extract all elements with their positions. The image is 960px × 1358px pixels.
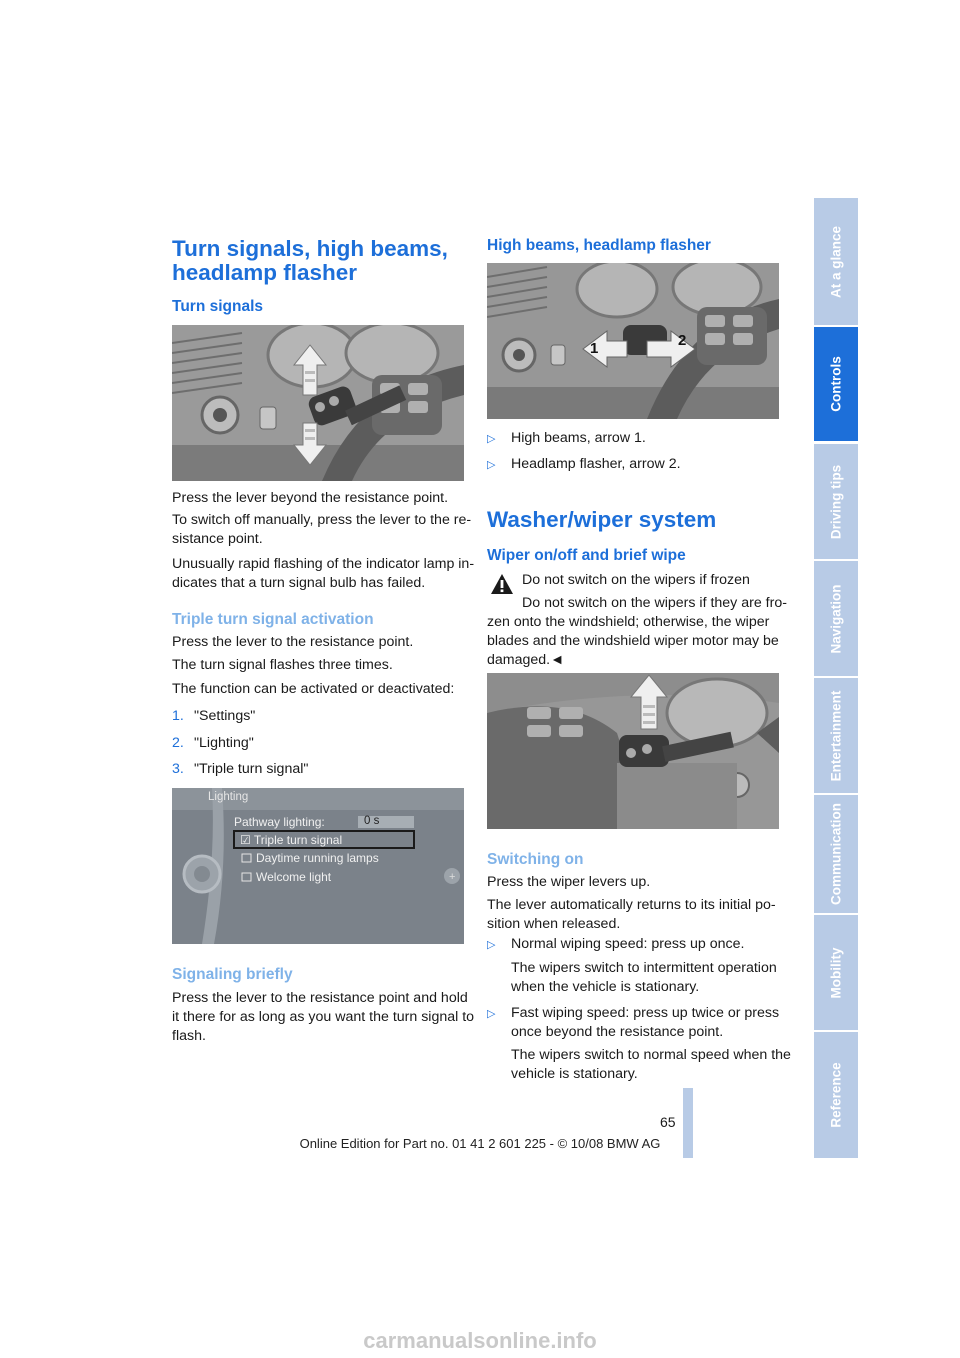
paragraph: Press the lever to the resistance point. (172, 634, 414, 650)
bullet-triangle-icon: ▷ (487, 939, 496, 951)
side-tab-reference[interactable]: Reference (814, 1032, 858, 1158)
paragraph: sition when released. (487, 916, 621, 932)
bullet-triangle-icon: ▷ (487, 433, 496, 445)
list-item-sub: The wipers switch to normal speed when the (511, 1047, 791, 1063)
warning-text: blades and the windshield wiper motor may be (487, 633, 779, 649)
section-title-line1: Turn signals, high beams, (172, 236, 448, 261)
screen-item-welcome-light: Welcome light (256, 870, 332, 884)
side-tab-at-a-glance[interactable]: At a glance (814, 198, 858, 325)
bullet-triangle-icon: ▷ (487, 1008, 496, 1020)
side-tab-navigation[interactable]: Navigation (814, 561, 858, 676)
paragraph: The lever automatically returns to its initial po- (487, 897, 776, 913)
bullet-triangle-icon: ▷ (487, 459, 496, 471)
svg-text:+: + (449, 871, 456, 883)
section-title-line2: headlamp flasher (172, 260, 358, 285)
paragraph: sistance point. (172, 531, 263, 547)
paragraph: Press the lever to the resistance point and hold (172, 990, 468, 1006)
list-item-sub: The wipers switch to intermittent operation (511, 960, 777, 976)
page-number: 65 (660, 1114, 676, 1130)
high-beams-heading: High beams, headlamp flasher (487, 237, 711, 254)
paragraph: To switch off manually, press the lever to the re- (172, 512, 472, 528)
paragraph: dicates that a turn signal bulb has failed. (172, 575, 426, 591)
list-item-sub: vehicle is stationary. (511, 1066, 638, 1082)
switching-on-heading: Switching on (487, 851, 584, 868)
footer-text: Online Edition for Part no. 01 41 2 601 225 - © 10/08 BMW AG (299, 1136, 661, 1151)
pathway-lighting-value: 0 s (364, 815, 380, 827)
side-tab-controls[interactable]: Controls (814, 327, 858, 441)
step-item: 3. "Triple turn signal" (172, 761, 309, 777)
list-item: ▷ Normal wiping speed: press up once. (487, 935, 744, 955)
step-item: 1. "Settings" (172, 708, 256, 724)
list-item-sub: when the vehicle is stationary. (511, 979, 700, 995)
turn-signals-heading: Turn signals (172, 298, 264, 315)
paragraph: flash. (172, 1028, 206, 1044)
triple-turn-signal-heading: Triple turn signal activation (172, 611, 374, 628)
pathway-lighting-label: Pathway lighting: (234, 815, 325, 829)
arrow-label-1: 1 (590, 340, 599, 357)
turn-signal-lever-photo (172, 325, 464, 481)
warning-text: Do not switch on the wipers if they are fro- (522, 595, 787, 611)
side-tab-entertainment[interactable]: Entertainment (814, 678, 858, 793)
warning-text: zen onto the windshield; otherwise, the wiper (487, 614, 770, 630)
wiper-heading: Wiper on/off and brief wipe (487, 547, 686, 564)
idrive-lighting-screen (172, 788, 464, 944)
list-item-cont: once beyond the resistance point. (511, 1024, 724, 1040)
list-item: ▷ High beams, arrow 1. (487, 429, 646, 449)
wiper-lever-photo (487, 673, 779, 829)
paragraph: Press the lever beyond the resistance point. (172, 490, 449, 506)
screen-item-daytime-running-lamps: Daytime running lamps (256, 851, 379, 865)
paragraph: Unusually rapid flashing of the indicator lamp in- (172, 556, 475, 572)
paragraph: Press the wiper levers up. (487, 874, 651, 890)
list-item: ▷ Headlamp flasher, arrow 2. (487, 455, 681, 475)
arrow-label-2: 2 (678, 332, 687, 349)
step-item: 2. "Lighting" (172, 735, 254, 751)
paragraph: it there for as long as you want the turn signal to (172, 1009, 475, 1025)
list-item: ▷ Fast wiping speed: press up twice or press (487, 1004, 779, 1024)
high-beams-lever-photo (487, 263, 779, 419)
screen-menu-title: Lighting (208, 791, 249, 803)
side-tab-driving-tips[interactable]: Driving tips (814, 444, 858, 559)
warning-text: damaged.◄ (487, 652, 565, 668)
screen-item-triple-turn-signal: ☑ Triple turn signal (240, 833, 343, 847)
signaling-briefly-heading: Signaling briefly (172, 966, 293, 983)
paragraph: The function can be activated or deactivated: (172, 681, 455, 697)
warning-triangle-icon (490, 573, 514, 600)
washer-wiper-title: Washer/wiper system (487, 507, 717, 532)
side-tab-mobility[interactable]: Mobility (814, 915, 858, 1030)
paragraph: The turn signal flashes three times. (172, 657, 393, 673)
watermark: carmanualsonline.info (363, 1328, 597, 1353)
side-tab-communication[interactable]: Communication (814, 795, 858, 913)
warning-text: Do not switch on the wipers if frozen (522, 572, 750, 588)
